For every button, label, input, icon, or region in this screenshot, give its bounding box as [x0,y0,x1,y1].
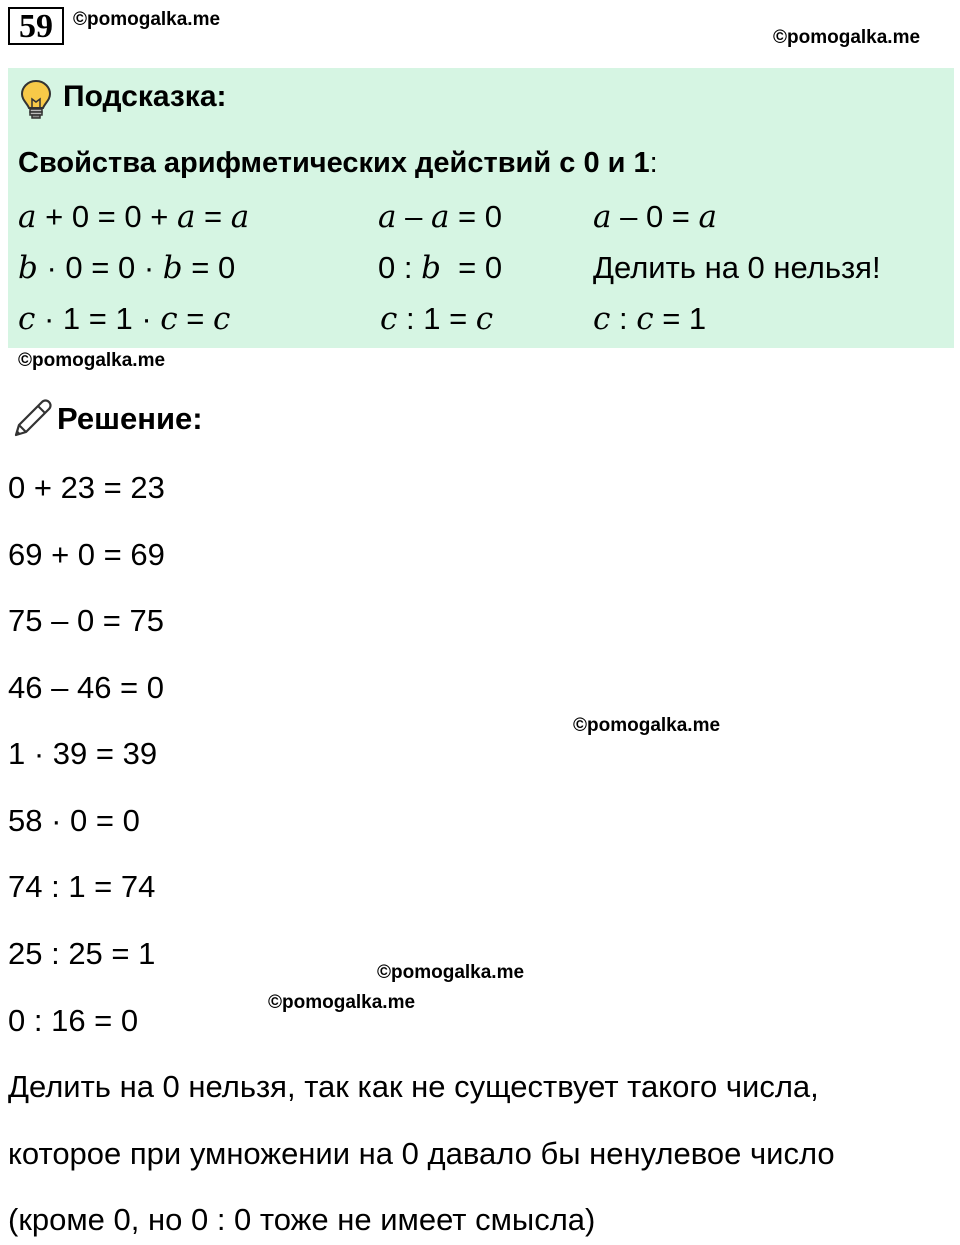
solution-explanation: Делить на 0 нельзя, так как не существует такого числа, [8,1069,819,1104]
solution-line: 69 + 0 = 69 [8,537,165,572]
solution-line: 0 : 16 = 0 [8,1003,139,1038]
watermark: ©pomogalka.me [73,9,221,30]
lightbulb-icon [18,78,54,125]
watermark: ©pomogalka.me [773,27,921,48]
solution-line: 46 – 46 = 0 [8,670,164,705]
formula-no-div-zero: Делить на 0 нельзя! [593,250,881,285]
hint-title: Подсказка: [63,80,227,113]
formula-div-one: c : 1 = c [380,301,494,337]
formula-div-self: c : c = 1 [593,301,707,337]
watermark: ©pomogalka.me [268,992,416,1013]
pencil-icon [10,397,54,446]
watermark: ©pomogalka.me [18,350,166,371]
solution-line: 0 + 23 = 23 [8,470,165,505]
solution-line: 75 – 0 = 75 [8,603,164,638]
properties-heading: Свойства арифметических действий с 0 и 1: [18,147,658,179]
watermark: ©pomogalka.me [573,715,721,736]
formula-sub-zero: a – 0 = a [593,199,718,235]
solution-line: 25 : 25 = 1 [8,936,156,971]
task-number: 59 [8,7,64,45]
solution-line: 1 · 39 = 39 [8,736,158,771]
solution-line: 74 : 1 = 74 [8,869,156,904]
solution-explanation: которое при умножении на 0 давало бы ненулевое число [8,1136,835,1171]
solution-line: 58 · 0 = 0 [8,803,140,838]
watermark: ©pomogalka.me [377,962,525,983]
formula-add-zero: a + 0 = 0 + a = a [18,199,250,235]
formula-sub-self: a – a = 0 [378,199,503,235]
solution-title: Решение: [57,401,203,436]
formula-mul-zero: b · 0 = 0 · b = 0 [18,250,236,286]
solution-explanation: (кроме 0, но 0 : 0 тоже не имеет смысла) [8,1202,596,1237]
formula-mul-one: c · 1 = 1 · c = c [18,301,231,337]
formula-zero-div: 0 : b = 0 [378,250,503,286]
